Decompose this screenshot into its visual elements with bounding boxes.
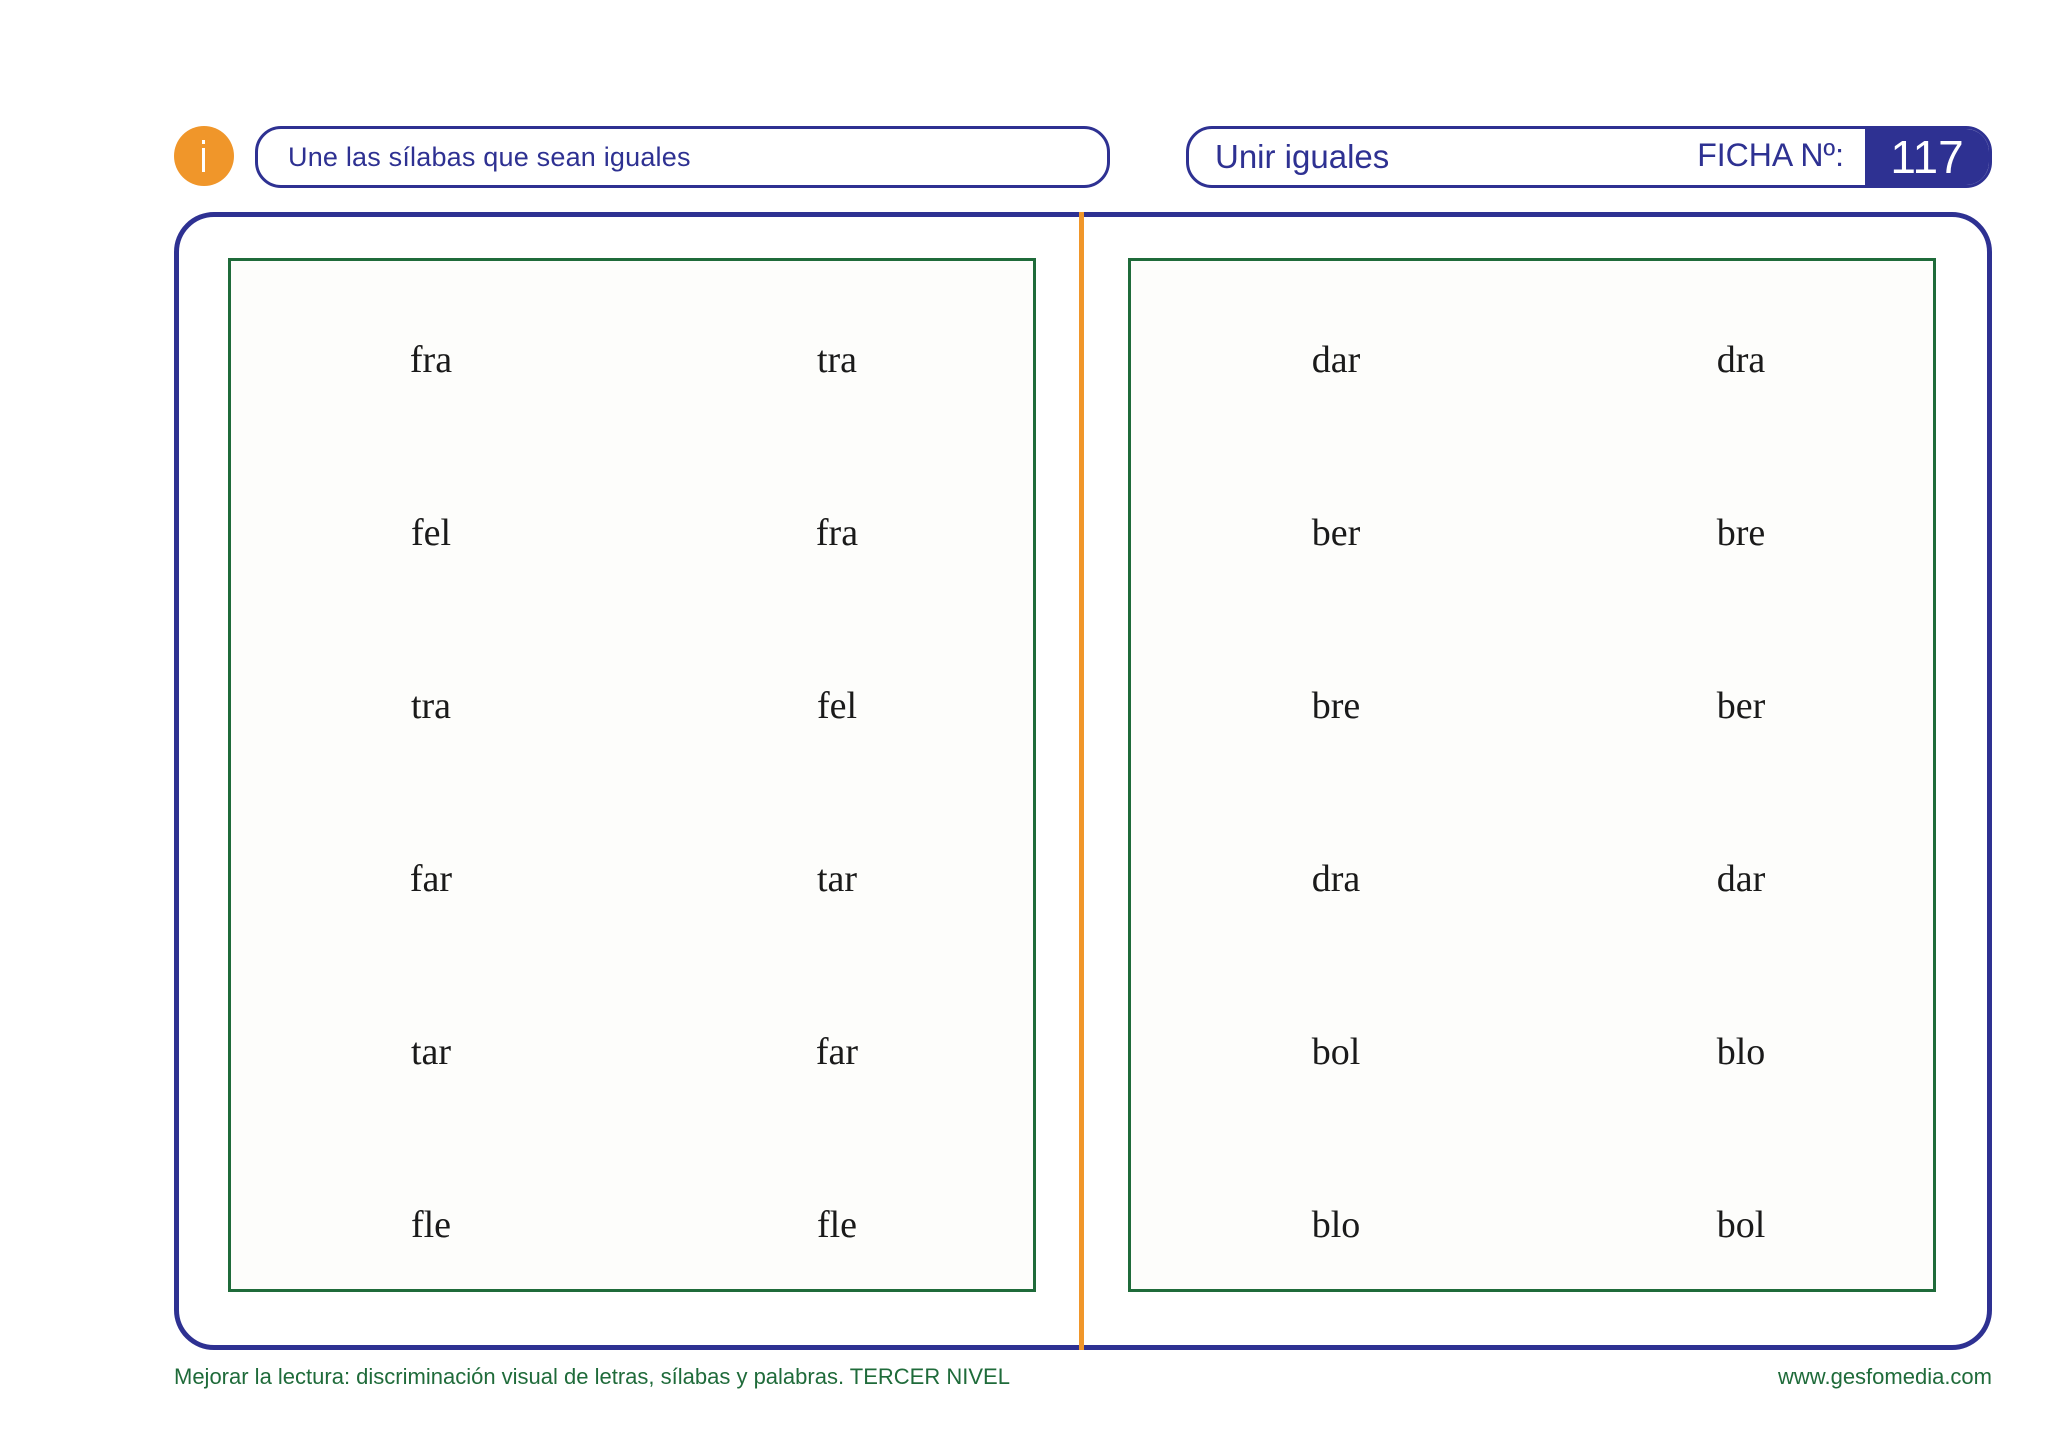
syllable-right-b-5[interactable]: blo [1716,1031,1766,1073]
instruction-text: Une las sílabas que sean iguales [288,141,691,172]
syllable-right-a-5[interactable]: bol [1311,1031,1361,1073]
syllable-left-b-1[interactable]: tra [816,339,858,381]
ficha-label: FICHA Nº: [1697,137,1844,173]
syllable-left-b-4[interactable]: tar [816,858,858,900]
syllable-left-b-2[interactable]: fra [815,512,859,554]
syllable-left-a-6[interactable]: fle [410,1204,452,1246]
title-box [1186,126,1992,188]
syllable-right-a-4[interactable]: dra [1311,858,1361,900]
ficha-number: 117 [1865,129,1989,185]
worksheet-title: Unir iguales [1215,138,1390,175]
right-panel [1128,258,1936,1292]
syllable-left-a-5[interactable]: tar [410,1031,452,1073]
syllable-left-b-5[interactable]: far [815,1031,859,1073]
syllable-right-a-6[interactable]: blo [1311,1204,1361,1246]
instruction-box [255,126,1110,188]
syllable-left-b-3[interactable]: fel [816,685,858,727]
syllable-right-b-4[interactable]: dar [1716,858,1766,900]
footer-website[interactable]: www.gesfomedia.com [1778,1364,1992,1389]
center-divider [1079,212,1084,1350]
syllable-right-b-2[interactable]: bre [1716,512,1766,554]
syllable-left-a-3[interactable]: tra [410,685,452,727]
syllable-right-b-3[interactable]: ber [1716,685,1766,727]
info-icon [174,126,234,186]
syllable-right-a-1[interactable]: dar [1311,339,1361,381]
left-panel [228,258,1036,1292]
syllable-left-a-1[interactable]: fra [409,339,453,381]
syllable-left-a-2[interactable]: fel [410,512,452,554]
syllable-left-a-4[interactable]: far [409,858,453,900]
footer-description: Mejorar la lectura: discriminación visual de letras, sílabas y palabras. TERCER NIVEL [174,1364,1010,1389]
syllable-right-b-1[interactable]: dra [1716,339,1766,381]
syllable-left-b-6[interactable]: fle [816,1204,858,1246]
syllable-right-b-6[interactable]: bol [1716,1204,1766,1246]
syllable-right-a-2[interactable]: ber [1311,512,1361,554]
syllable-right-a-3[interactable]: bre [1311,685,1361,727]
